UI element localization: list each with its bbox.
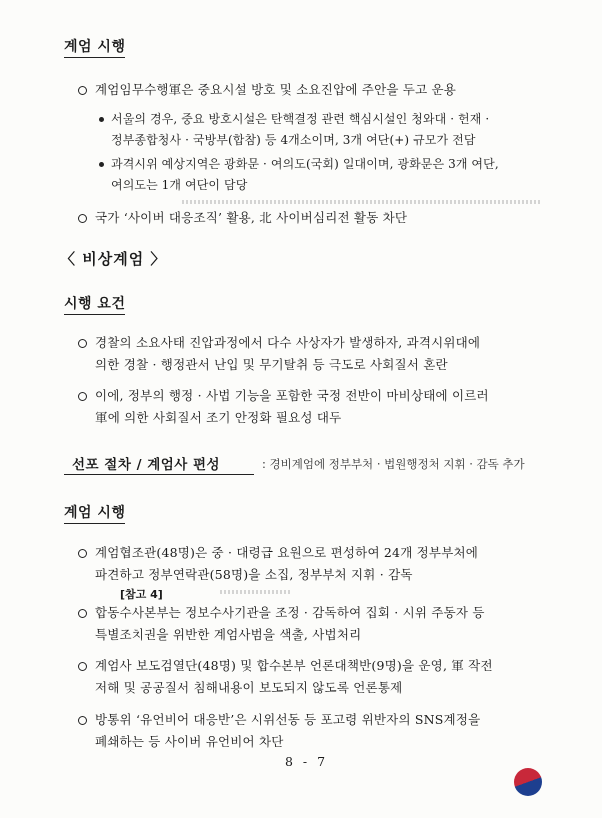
list-item-text: 의한 경찰 · 행정관서 난입 및 무기탈취 등 극도로 사회질서 혼란: [95, 357, 448, 372]
list-item-text: 이에, 정부의 행정 · 사법 기능을 포함한 국정 전반이 마비상태에 이르러: [95, 388, 489, 403]
sub-item-text: 서울의 경우, 중요 방호시설은 탄핵결정 관련 핵심시설인 청와대 · 헌재 ·: [111, 112, 490, 126]
list-item-text: 합동수사본부는 정보수사기관을 조정 · 감독하여 집회 · 시위 주동자 등: [95, 605, 485, 620]
list-item-text: 계엄사 보도검열단(48명) 및 합수본부 언론대책반(9명)을 운영, 軍 작전: [95, 658, 493, 673]
list-item-text: 저해 및 공공질서 침해내용이 보도되지 않도록 언론통제: [95, 680, 403, 695]
faint-scan-artifact: [220, 590, 290, 594]
circle-bullet-icon: [78, 214, 87, 223]
list-item-text: 방통위 ‘유언비어 대응반’은 시위선동 등 포고령 위반자의 SNS계정을: [95, 712, 481, 727]
section-heading-martial-law-execution-2: 계엄 시행: [64, 502, 125, 524]
reference-tag: [참고 4]: [120, 588, 163, 601]
list-item-text: 특별조치권을 위반한 계엄사범을 색출, 사법처리: [95, 627, 362, 642]
circle-bullet-icon: [78, 662, 87, 671]
proclamation-heading-text: 선포 절차 / 계엄사 편성: [72, 457, 221, 473]
taegeuk-emblem-icon: [514, 768, 542, 796]
list-item-text: 계엄임무수행軍은 중요시설 방호 및 소요진압에 주안을 두고 운용: [95, 82, 457, 97]
circle-bullet-icon: [78, 609, 87, 618]
sub-item-text: 과격시위 예상지역은 광화문 · 여의도(국회) 일대이며, 광화문은 3개 여단,: [111, 157, 499, 171]
circle-bullet-icon: [78, 716, 87, 725]
list-item-text: 국가 ‘사이버 대응조직’ 활용, 北 사이버심리전 활동 차단: [95, 210, 408, 225]
section-heading-proclamation: [64, 453, 254, 475]
sub-item-text: 여의도는 1개 여단이 담당: [111, 178, 248, 192]
faint-scan-artifact: [182, 200, 542, 204]
page-number: 8 - 7: [285, 754, 329, 769]
list-item-text: 폐쇄하는 등 사이버 유언비어 차단: [95, 734, 284, 749]
sub-item-text: 정부종합청사 · 국방부(합참) 등 4개소이며, 3개 여단(+) 규모가 전담: [111, 133, 476, 147]
list-item-text: 계엄협조관(48명)은 중 · 대령급 요원으로 편성하여 24개 정부부처에: [95, 545, 479, 560]
circle-bullet-icon: [78, 86, 87, 95]
circle-bullet-icon: [78, 392, 87, 401]
handwritten-note: : 경비계엄에 정부부처 · 법원행정처 지휘 · 감독 추가: [262, 457, 525, 471]
list-item-text: 軍에 의한 사회질서 조기 안정화 필요성 대두: [95, 410, 342, 425]
section-heading-martial-law-execution: 계엄 시행: [64, 36, 125, 58]
emergency-martial-law-heading: 〈 비상계엄 〉: [60, 250, 167, 268]
circle-bullet-icon: [78, 549, 87, 558]
circle-bullet-icon: [78, 339, 87, 348]
list-item-text: 파견하고 정부연락관(58명)을 소집, 정부부처 지휘 · 감독: [95, 567, 413, 582]
section-heading-requirements: 시행 요건: [64, 293, 125, 315]
dot-bullet-icon: [99, 162, 104, 167]
list-item-text: 경찰의 소요사태 진압과정에서 다수 사상자가 발생하자, 과격시위대에: [95, 335, 481, 350]
dot-bullet-icon: [99, 117, 104, 122]
